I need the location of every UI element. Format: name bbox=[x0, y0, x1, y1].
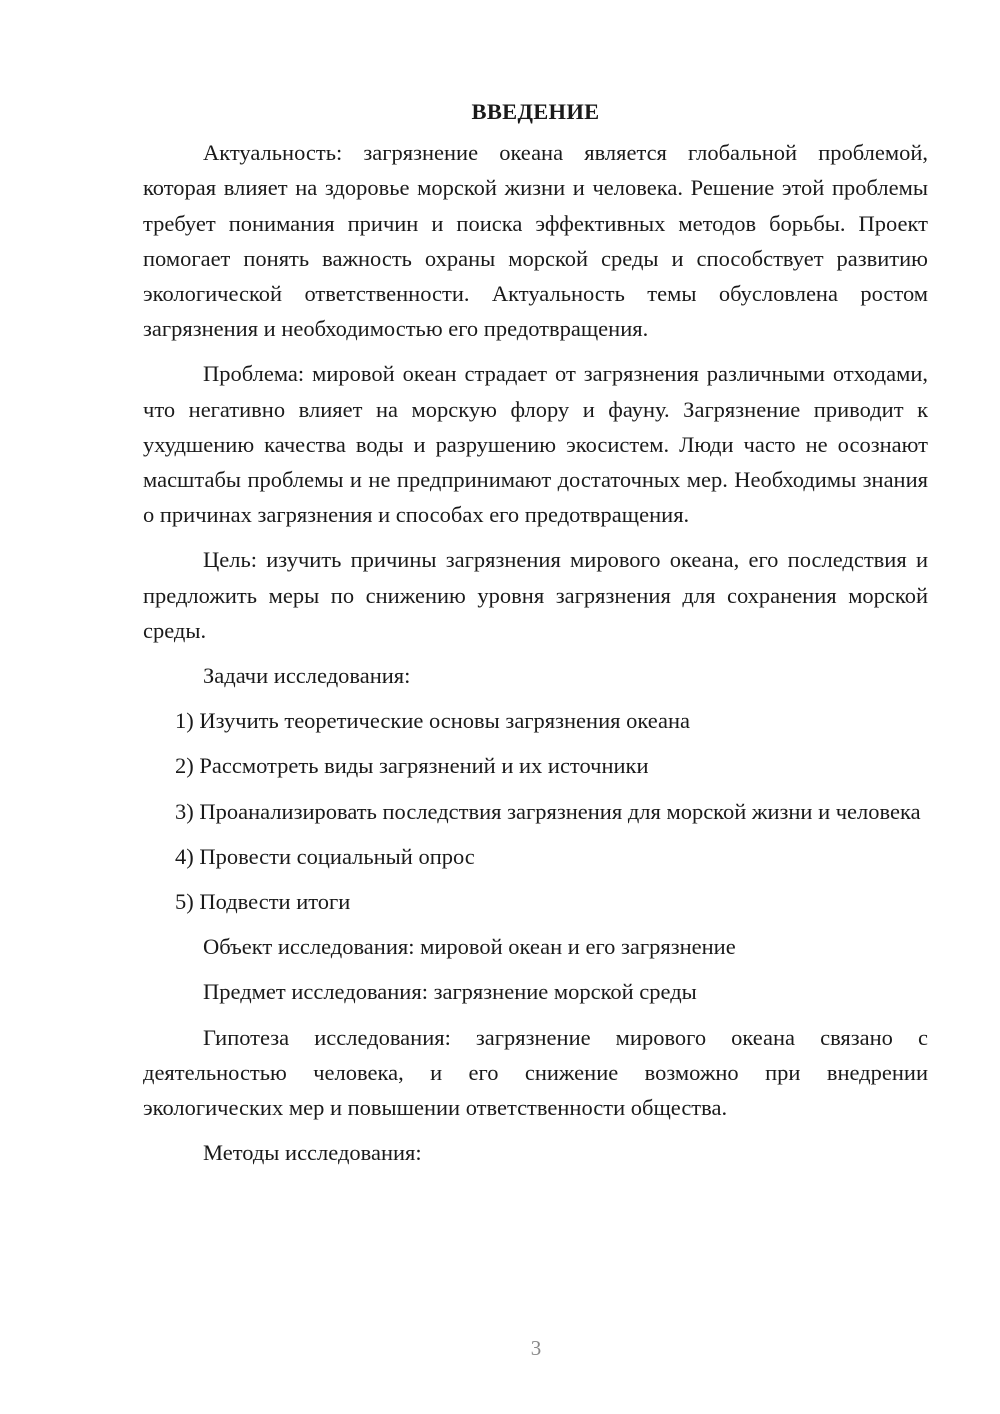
object-paragraph: Объект исследования: мировой океан и его загрязнение bbox=[203, 934, 736, 960]
list-item: 5) Подвести итоги bbox=[175, 889, 351, 915]
list-item: 1) Изучить теоретические основы загрязнения океана bbox=[175, 708, 690, 734]
page-number: 3 bbox=[530, 1336, 542, 1360]
page-content bbox=[143, 94, 928, 1170]
tasks-title: Задачи исследования: bbox=[203, 663, 411, 689]
relevance-paragraph: Актуальность: загрязнение океана является глобальной проблемой, которая влияет на здоровье морской жизни и человека. Решение этой проблемы требует понимания причин и поиска эффективных методов борьбы. Проект помогает понять важность охраны морской среды и способствует развитию экологической ответственности. Актуальность темы обусловлена ростом загрязнения и необходимостью его предотвращения. bbox=[143, 140, 928, 342]
goal-paragraph: Цель: изучить причины загрязнения мирового океана, его последствия и предложить меры по снижению уровня загрязнения для сохранения морской среды. bbox=[143, 547, 928, 643]
subject-paragraph: Предмет исследования: загрязнение морской среды bbox=[203, 979, 697, 1005]
tasks-list bbox=[143, 703, 928, 919]
list-item: 2) Рассмотреть виды загрязнений и их источники bbox=[175, 753, 649, 779]
list-item: 3) Проанализировать последствия загрязнения для морской жизни и человека bbox=[175, 798, 921, 824]
section-heading: ВВЕДЕНИЕ bbox=[471, 99, 600, 124]
problem-paragraph: Проблема: мировой океан страдает от загрязнения различными отходами, что негативно влияет на морскую флору и фауну. Загрязнение приводит к ухудшению качества воды и разрушению экосистем. Люди часто не осознают масштабы проблемы и не предпринимают достаточных мер. Необходимы знания о причинах загрязнения и способах его предотвращения. bbox=[143, 361, 928, 528]
hypothesis-paragraph: Гипотеза исследования: загрязнение мирового океана связано с деятельностью человека, и его снижение возможно при внедрении экологических мер и повышении ответственности общества. bbox=[143, 1024, 928, 1121]
methods-title: Методы исследования: bbox=[203, 1140, 422, 1166]
list-item: 4) Провести социальный опрос bbox=[175, 843, 475, 869]
